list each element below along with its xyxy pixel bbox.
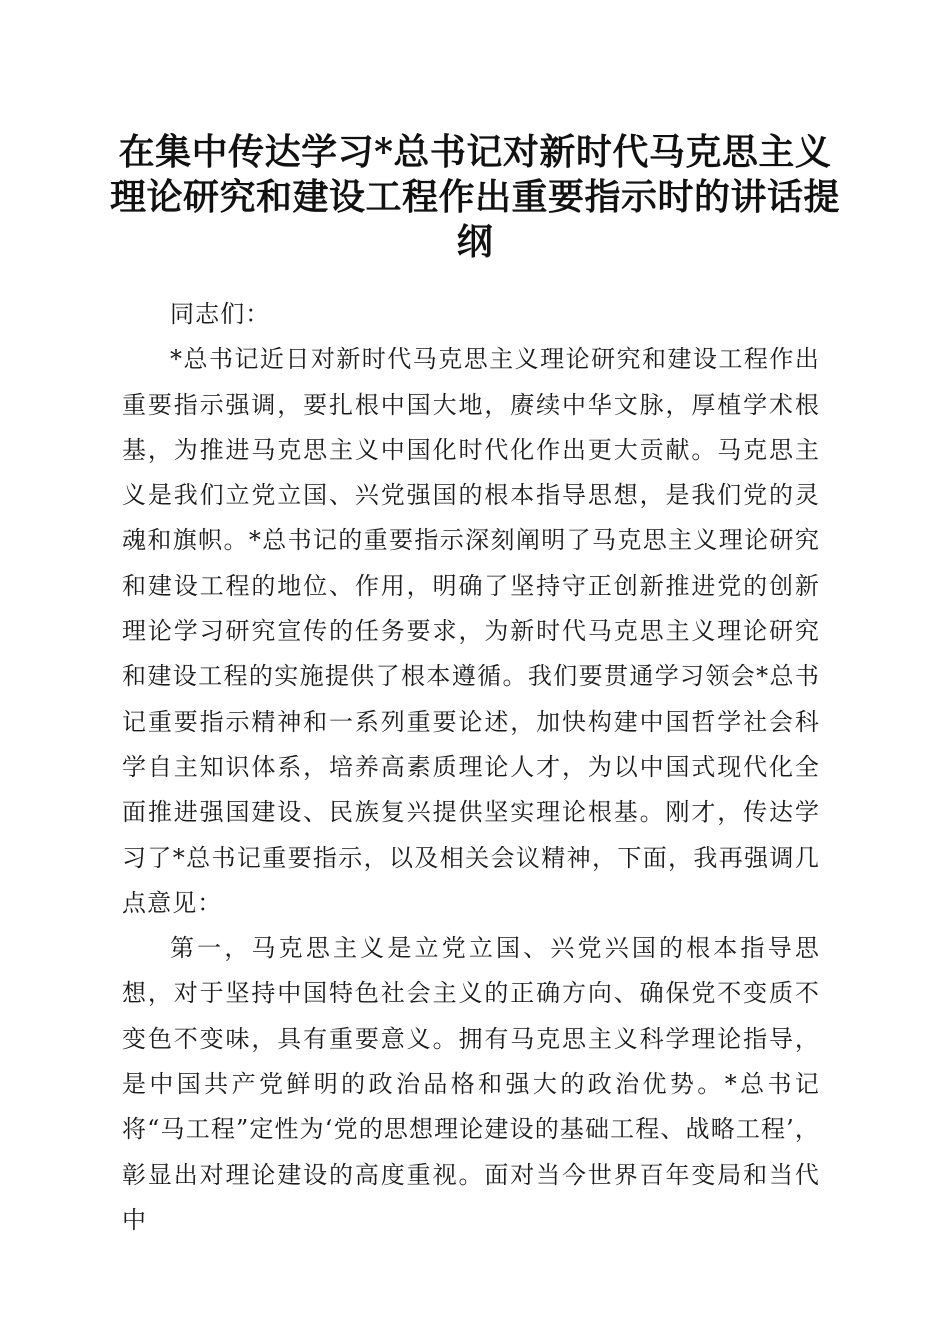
document-body [122,292,820,1243]
document-title: 在集中传达学习*总书记对新时代马克思主义理论研究和建设工程作出重要指示时的讲话提纲 [110,131,841,263]
paragraph: 第一，马克思主义是立党立国、兴党兴国的根本指导思想，对于坚持中国特色社会主义的正确方向、确保党不变质不变色不变味，具有重要意义。拥有马克思主义科学理论指导，是中国共产党鲜明的政治品格和强大的政治优势。*总书记将“马工程”定性为‘党的思想理论建设的基础工程、战略工程’，彰显出对理论建设的高度重视。面对当今世界百年变局和当代中 [122,934,820,1234]
greeting: 同志们： [170,300,271,328]
paragraph: *总书记近日对新时代马克思主义理论研究和建设工程作出重要指示强调，要扎根中国大地，赓续中华文脉，厚植学术根基，为推进马克思主义中国化时代化作出更大贡献。马克思主义是我们立党立国、兴党强国的根本指导思想，是我们党的灵魂和旗帜。*总书记的重要指示深刻阐明了马克思主义理论研究和建设工程的地位、作用，明确了坚持守正创新推进党的创新理论学习研究宣传的任务要求，为新时代马克思主义理论研究和建设工程的实施提供了根本遵循。我们要贯通学习领会*总书记重要指示精神和一系列重要论述，加快构建中国哲学社会科学自主知识体系，培养高素质理论人才，为以中国式现代化全面推进强国建设、民族复兴提供坚实理论根基。刚才，传达学习了*总书记重要指示，以及相关会议精神，下面，我再强调几点意见： [122,345,820,917]
